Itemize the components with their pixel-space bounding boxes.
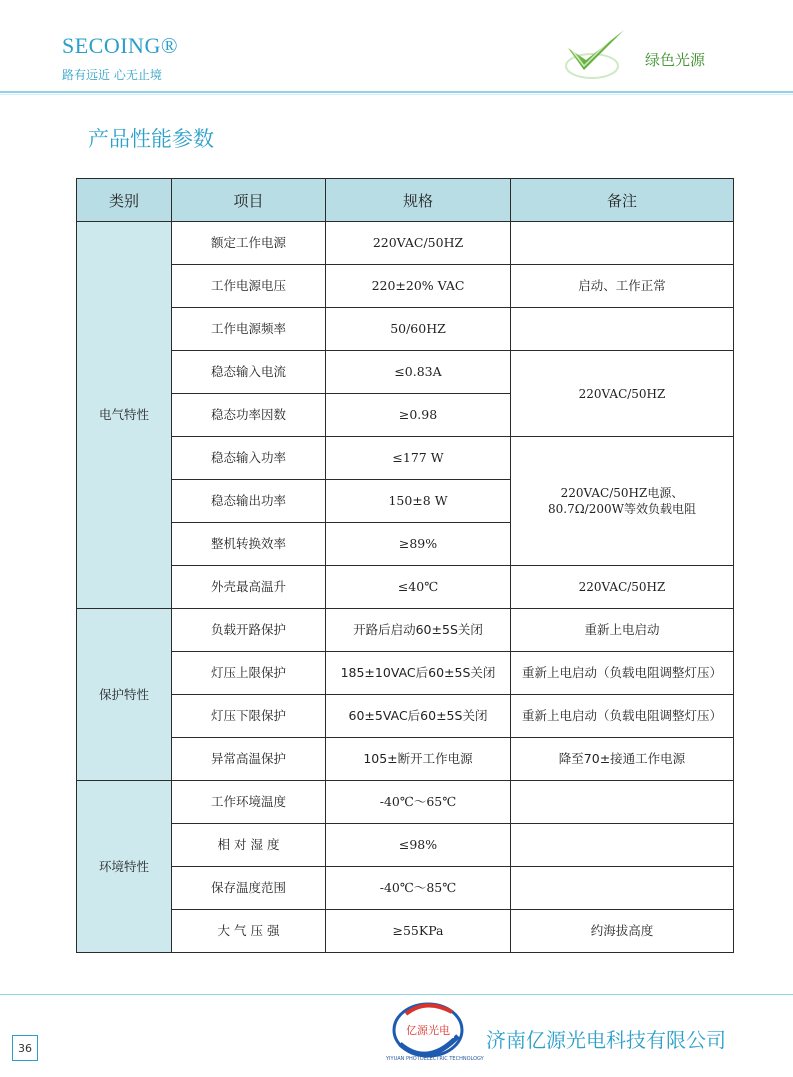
note-cell-empty	[511, 867, 734, 910]
category-electrical: 电气特性	[77, 222, 172, 609]
note-cell-empty	[511, 824, 734, 867]
table-row	[77, 738, 734, 781]
note-power-line1: 220VAC/50HZ电源、	[560, 486, 684, 500]
spec-cell: 150±8 W	[326, 480, 511, 523]
note-cell-power	[511, 437, 734, 566]
header-category: 类别	[77, 179, 172, 222]
spec-cell: ≤0.83A	[326, 351, 511, 394]
performance-parameters-table	[76, 178, 734, 953]
item-cell: 保存温度范围	[172, 867, 326, 910]
note-cell: 重新上电启动（负载电阻调整灯压）	[511, 652, 734, 695]
header-note: 备注	[511, 179, 734, 222]
green-light-label: 绿色光源	[645, 51, 706, 69]
item-cell: 额定工作电源	[172, 222, 326, 265]
item-cell: 外壳最高温升	[172, 566, 326, 609]
item-cell: 工作电源电压	[172, 265, 326, 308]
item-cell: 异常高温保护	[172, 738, 326, 781]
note-cell: 启动、工作正常	[511, 265, 734, 308]
spec-cell: -40℃～85℃	[326, 867, 511, 910]
table-row	[77, 222, 734, 265]
spec-cell: 50/60HZ	[326, 308, 511, 351]
spec-cell: 60±5VAC后60±5S关闭	[326, 695, 511, 738]
note-cell-empty	[511, 781, 734, 824]
note-cell: 重新上电启动	[511, 609, 734, 652]
company-logo-caption: YIYUAN PHOTOELECTRIC TECHNOLOGY	[386, 1056, 484, 1062]
table-row	[77, 351, 734, 394]
table-row	[77, 265, 734, 308]
header-item: 项目	[172, 179, 326, 222]
spec-cell: ≥89%	[326, 523, 511, 566]
table-row	[77, 910, 734, 953]
table-row	[77, 609, 734, 652]
table-header-row	[77, 179, 734, 222]
note-cell-empty	[511, 222, 734, 265]
company-name: 济南亿源光电科技有限公司	[486, 1028, 726, 1052]
note-cell: 约海拔高度	[511, 910, 734, 953]
header-divider	[0, 91, 793, 93]
item-cell: 稳态输入功率	[172, 437, 326, 480]
category-protection: 保护特性	[77, 609, 172, 781]
item-cell: 大 气 压 强	[172, 910, 326, 953]
note-cell: 降至70±接通工作电源	[511, 738, 734, 781]
spec-cell: 185±10VAC后60±5S关闭	[326, 652, 511, 695]
table-row	[77, 867, 734, 910]
note-cell: 220VAC/50HZ	[511, 351, 734, 437]
spec-cell: ≤98%	[326, 824, 511, 867]
note-cell-empty	[511, 308, 734, 351]
spec-cell: ≤177 W	[326, 437, 511, 480]
company-logo-text: 亿源光电	[406, 1024, 450, 1037]
brand-slogan: 路有远近 心无止境	[62, 68, 162, 82]
footer-divider	[0, 994, 793, 995]
green-check-logo-icon	[562, 26, 630, 82]
spec-cell: ≥0.98	[326, 394, 511, 437]
note-cell: 重新上电启动（负载电阻调整灯压）	[511, 695, 734, 738]
table-row	[77, 781, 734, 824]
header-spec: 规格	[326, 179, 511, 222]
table-row	[77, 437, 734, 480]
table-row	[77, 695, 734, 738]
header-divider-secondary	[0, 94, 793, 95]
section-title: 产品性能参数	[88, 127, 214, 151]
item-cell: 工作电源频率	[172, 308, 326, 351]
spec-cell: 105±断开工作电源	[326, 738, 511, 781]
spec-cell: -40℃～65℃	[326, 781, 511, 824]
table-row	[77, 652, 734, 695]
table-row	[77, 824, 734, 867]
spec-cell: ≥55KPa	[326, 910, 511, 953]
table-row	[77, 308, 734, 351]
brand-name: SECOING®	[62, 33, 179, 58]
spec-cell: 开路后启动60±5S关闭	[326, 609, 511, 652]
note-power-line2: 80.7Ω/200W等效负载电阻	[548, 502, 696, 516]
spec-cell: ≤40℃	[326, 566, 511, 609]
item-cell: 灯压下限保护	[172, 695, 326, 738]
table-row	[77, 566, 734, 609]
item-cell: 稳态输入电流	[172, 351, 326, 394]
spec-cell: 220VAC/50HZ	[326, 222, 511, 265]
item-cell: 灯压上限保护	[172, 652, 326, 695]
item-cell: 稳态输出功率	[172, 480, 326, 523]
page-number: 36	[12, 1035, 38, 1061]
item-cell: 工作环境温度	[172, 781, 326, 824]
note-cell: 220VAC/50HZ	[511, 566, 734, 609]
item-cell: 整机转换效率	[172, 523, 326, 566]
item-cell: 稳态功率因数	[172, 394, 326, 437]
category-environment: 环境特性	[77, 781, 172, 953]
item-cell: 相 对 湿 度	[172, 824, 326, 867]
item-cell: 负载开路保护	[172, 609, 326, 652]
spec-cell: 220±20% VAC	[326, 265, 511, 308]
